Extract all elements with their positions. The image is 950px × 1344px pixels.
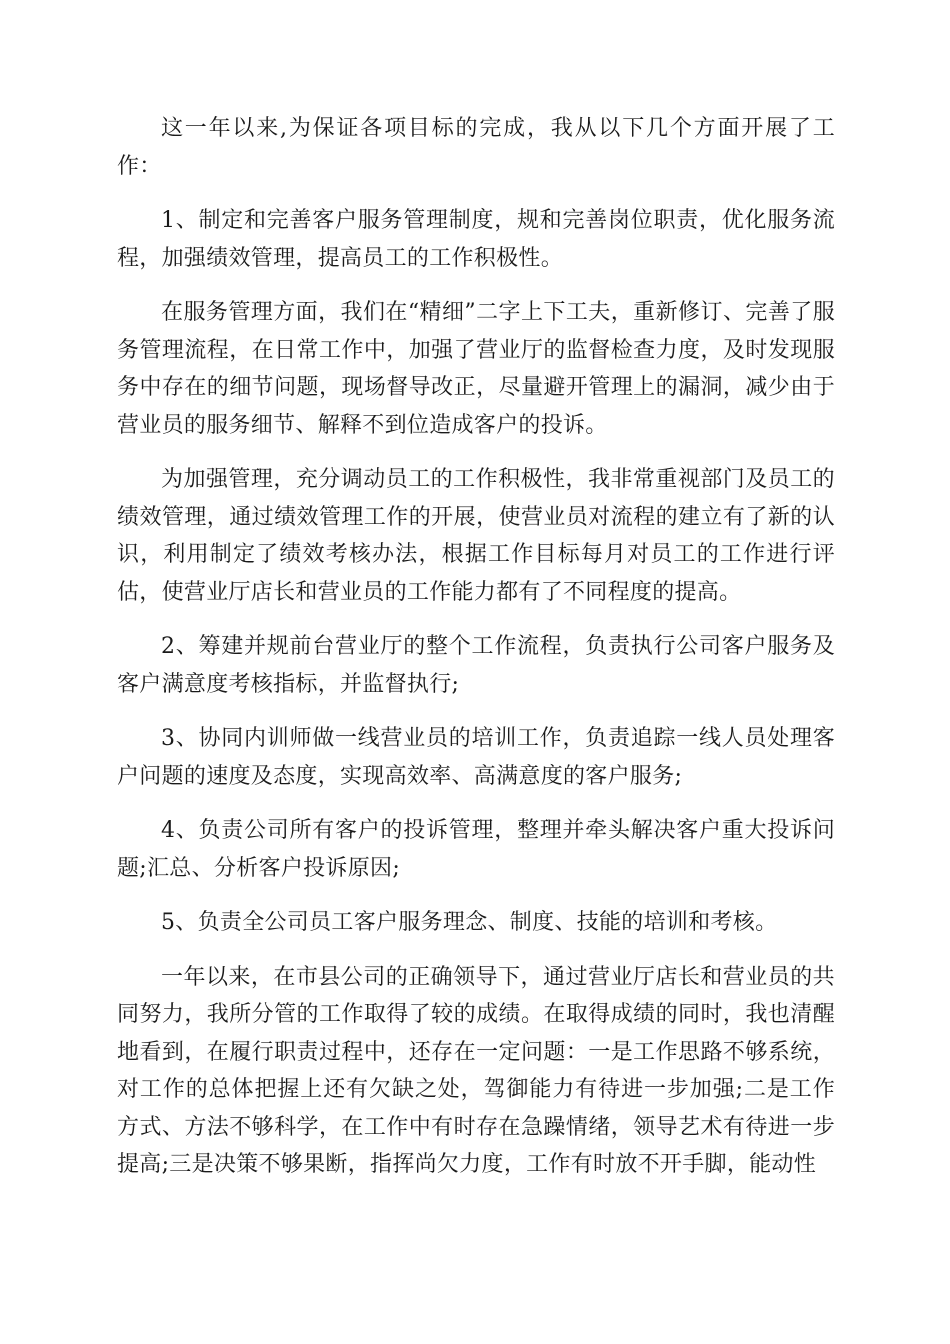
paragraph-item-2: 2、筹建并规前台营业厅的整个工作流程，负责执行公司客户服务及客户满意度考核指标，并监督执行; [117,634,835,697]
paragraph-performance-management: 为加强管理，充分调动员工的工作积极性，我非常重视部门及员工的绩效管理，通过绩效管理工作的开展，使营业员对流程的建立有了新的认识，利用制定了绩效考核办法，根据工作目标每月对员工的工作进行评估，使营业厅店长和营业员的工作能力都有了不同程度的提高。 [117,467,835,605]
paragraph-item-3: 3、协同内训师做一线营业员的培训工作，负责追踪一线人员处理客户问题的速度及态度，实现高效率、高满意度的客户服务; [117,726,835,789]
document-body [117,110,835,1201]
paragraph-item-5: 5、负责全公司员工客户服务理念、制度、技能的培训和考核。 [161,910,778,935]
paragraph-service-management: 在服务管理方面，我们在“精细”二字上下工夫，重新修订、完善了服务管理流程，在日常工作中，加强了营业厅的监督检查力度，及时发现服务中存在的细节问题，现场督导改正，尽量避开管理上的漏洞，减少由于营业员的服务细节、解释不到位造成客户的投诉。 [117,300,835,438]
paragraph-intro: 这一年以来,为保证各项目标的完成，我从以下几个方面开展了工作： [117,116,835,179]
paragraph-summary: 一年以来，在市县公司的正确领导下，通过营业厅店长和营业员的共同努力，我所分管的工作取得了较的成绩。在取得成绩的同时，我也清醒地看到，在履行职责过程中，还存在一定问题：一是工作思路不够系统，对工作的总体把握上还有欠缺之处，驾御能力有待进一步加强;二是工作方式、方法不够科学，在工作中有时存在急躁情绪，领导艺术有待进一步提高;三是决策不够果断，指挥尚欠力度，工作有时放不开手脚，能动性 [117,964,835,1177]
paragraph-item-4: 4、负责公司所有客户的投诉管理，整理并牵头解决客户重大投诉问题;汇总、分析客户投诉原因; [117,818,835,881]
paragraph-item-1: 1、制定和完善客户服务管理制度，规和完善岗位职责，优化服务流程，加强绩效管理，提高员工的工作积极性。 [117,208,835,271]
